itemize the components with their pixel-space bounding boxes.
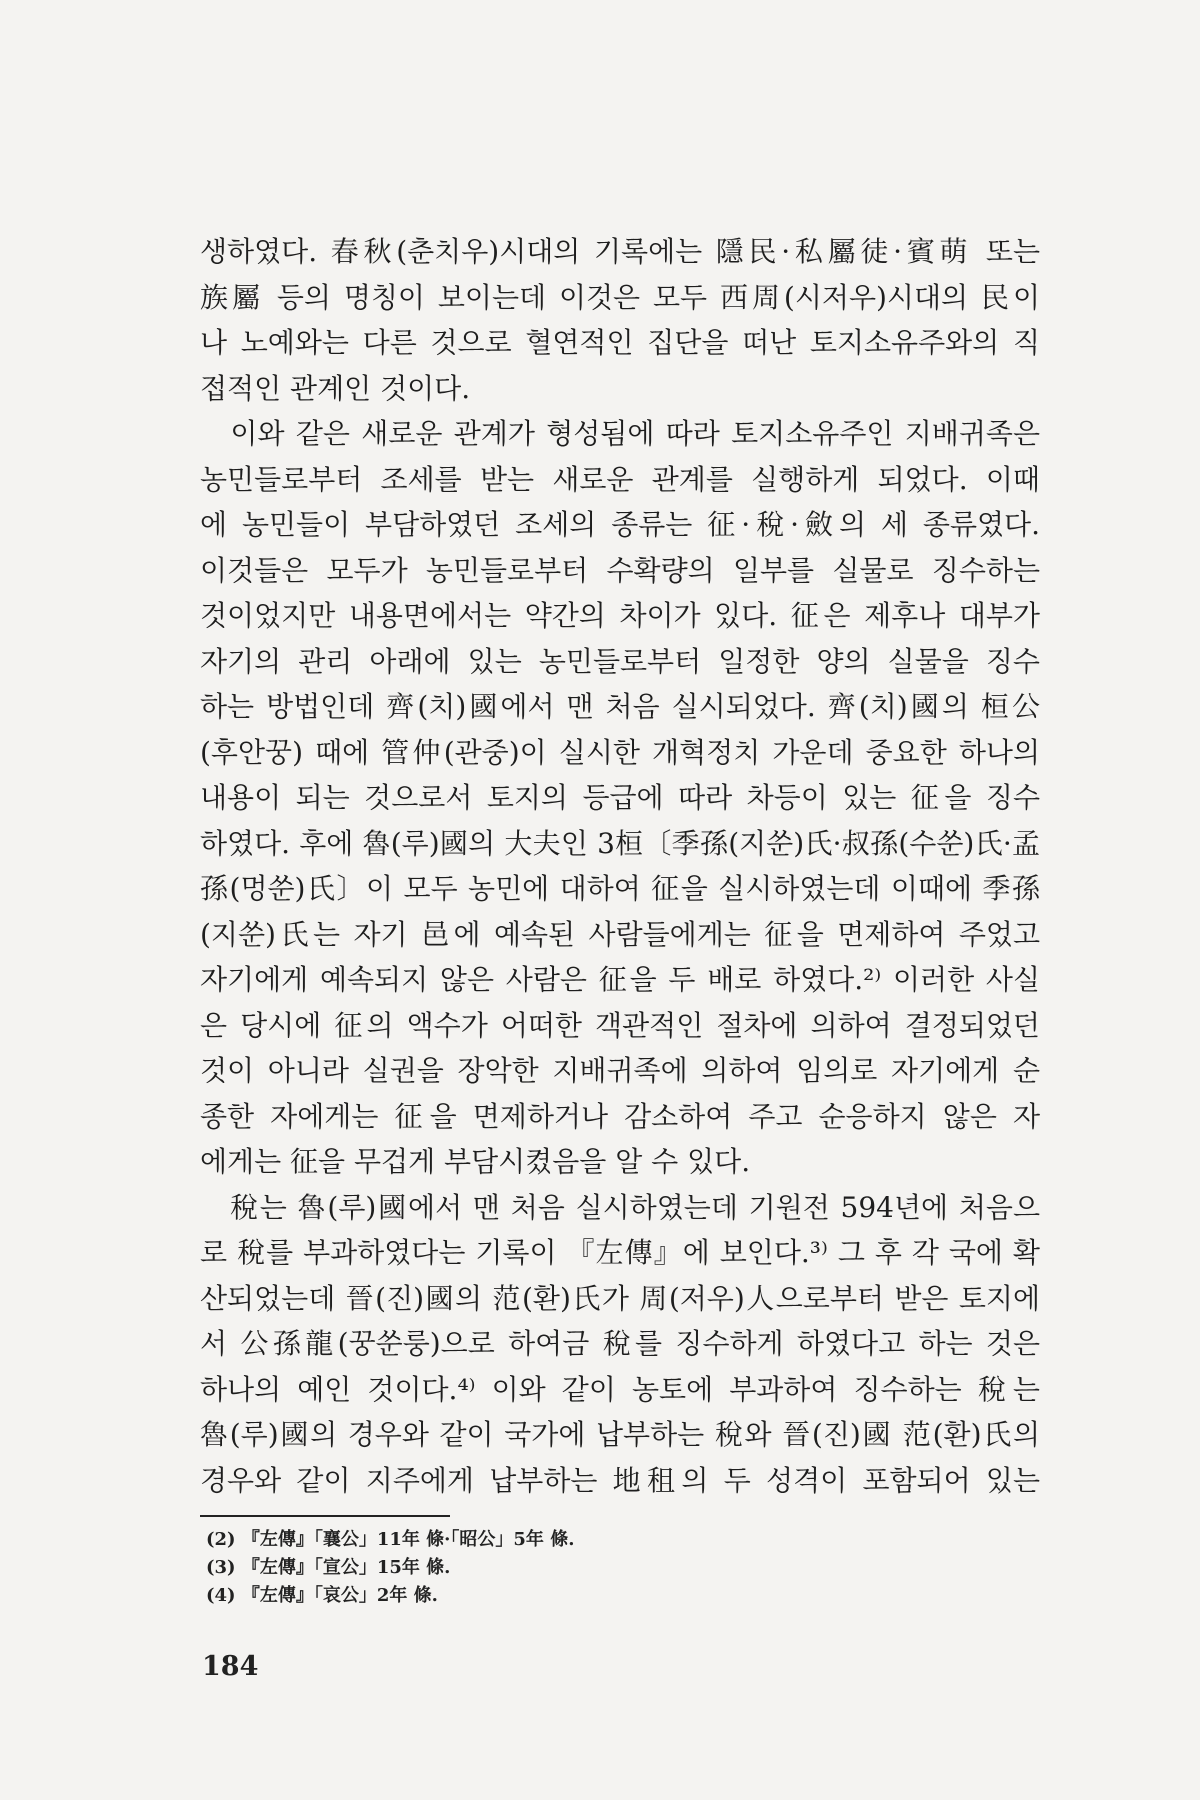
text-line: 에 농민들이 부담하였던 조세의 종류는 征·稅·斂의 세 종류였다.: [200, 508, 1040, 541]
text-line: 族屬 등의 명칭이 보이는데 이것은 모두 西周(시저우)시대의 民이: [200, 280, 1040, 314]
text-line: 하는 방법인데 齊(치)國에서 맨 처음 실시되었다. 齊(치)國의 桓公: [200, 690, 1040, 723]
text-line: 산되었는데 晉(진)國의 范(환)氏가 周(저우)人으로부터 받은 토지에: [200, 1281, 1040, 1315]
footnote-divider: [200, 1515, 450, 1517]
text-line: 농민들로부터 조세를 받는 새로운 관계를 실행하게 되었다. 이때: [200, 462, 1040, 496]
text-line: 하였다. 후에 魯(루)國의 大夫인 3桓〔季孫(지쑨)氏·叔孫(수쑨)氏·孟: [200, 826, 1040, 860]
text-line: 로 稅를 부과하였다는 기록이 『左傳』에 보인다.³⁾ 그 후 각 국에 확: [200, 1236, 1040, 1269]
text-line: 자기에게 예속되지 않은 사람은 征을 두 배로 하였다.²⁾ 이러한 사실: [200, 963, 1040, 996]
text-line: 자기의 관리 아래에 있는 농민들로부터 일정한 양의 실물을 징수: [200, 644, 1040, 678]
footnote: (3) 『左傳』「宣公」15年 條.: [206, 1557, 451, 1578]
text-line: 경우와 같이 지주에게 납부하는 地租의 두 성격이 포함되어 있는: [200, 1463, 1040, 1497]
text-line: 종한 자에게는 征을 면제하거나 감소하여 주고 순응하지 않은 자: [200, 1099, 1040, 1133]
text-line: 魯(루)國의 경우와 같이 국가에 납부하는 稅와 晉(진)國 范(환)氏의: [200, 1418, 1040, 1451]
text-line: 내용이 되는 것으로서 토지의 등급에 따라 차등이 있는 征을 징수: [200, 781, 1040, 814]
footnote: (4) 『左傳』「哀公」2年 條.: [206, 1585, 438, 1606]
text-line: 에게는 征을 무겁게 부담시켰음을 알 수 있다.: [200, 1145, 751, 1178]
text-line: 것이었지만 내용면에서는 약간의 차이가 있다. 征은 제후나 대부가: [200, 599, 1040, 632]
text-line: 이것들은 모두가 농민들로부터 수확량의 일부를 실물로 징수하는: [200, 553, 1040, 587]
text-line: 孫(멍쑨)氏〕이 모두 농민에 대하여 征을 실시하였는데 이때에 季孫: [200, 872, 1040, 905]
text-line: 稅는 魯(루)國에서 맨 처음 실시하였는데 기원전 594년에 처음으: [200, 1190, 1040, 1224]
text-line: (후안꿍) 때에 管仲(관중)이 실시한 개혁정치 가운데 중요한 하나의: [200, 735, 1040, 769]
text-line: 하나의 예인 것이다.⁴⁾ 이와 같이 농토에 부과하여 징수하는 稅는: [200, 1372, 1040, 1406]
footnote: (2) 『左傳』「襄公」11年 條·「昭公」5年 條.: [206, 1529, 575, 1550]
text-line: 나 노예와는 다른 것으로 혈연적인 집단을 떠난 토지소유주와의 직: [200, 326, 1040, 359]
text-line: (지쑨)氏는 자기 邑에 예속된 사람들에게는 征을 면제하여 주었고: [200, 917, 1040, 951]
text-line: 은 당시에 征의 액수가 어떠한 객관적인 절차에 의하여 결정되었던: [200, 1008, 1040, 1042]
text-line: 접적인 관계인 것이다.: [200, 371, 471, 405]
page-number: 184: [202, 1651, 259, 1682]
text-line: 서 公孫龍(꿍쑨룽)으로 하여금 稅를 징수하게 하였다고 하는 것은: [200, 1327, 1040, 1360]
text-line: 이와 같은 새로운 관계가 형성됨에 따라 토지소유주인 지배귀족은: [200, 417, 1040, 450]
text-line: 것이 아니라 실권을 장악한 지배귀족에 의하여 임의로 자기에게 순: [200, 1054, 1040, 1087]
text-line: 생하였다. 春秋(춘치우)시대의 기록에는 隱民·私屬徒·賓萌 또는: [200, 235, 1040, 268]
